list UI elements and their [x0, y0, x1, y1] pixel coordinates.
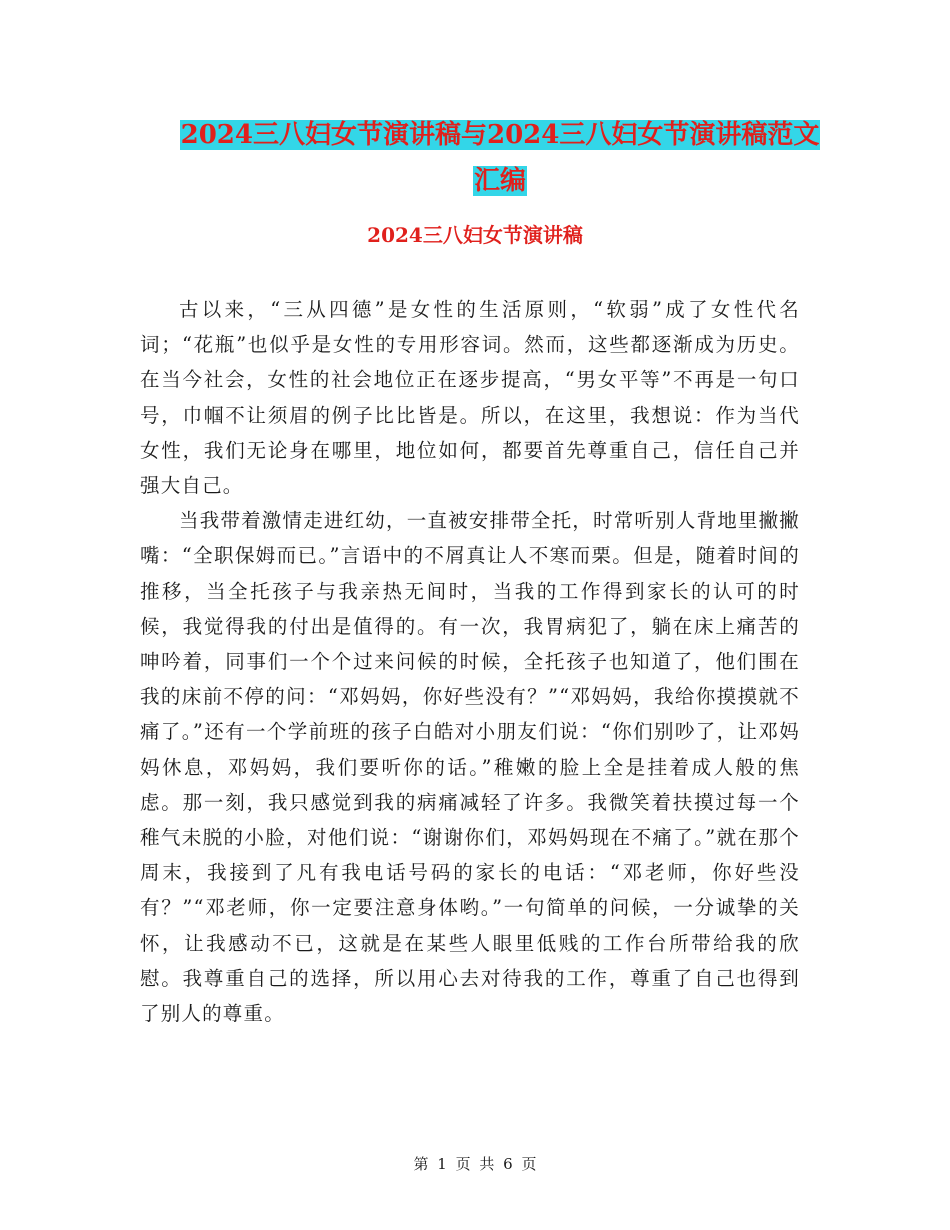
page-footer: 第 1 页 共 6 页 — [413, 1155, 537, 1173]
document-body — [140, 292, 800, 1031]
paragraph-1: 古以来，“三从四德”是女性的生活原则，“软弱”成了女性代名词；“花瓶”也似乎是女性的专用形容词。然而，这些都逐渐成为历史。在当今社会，女性的社会地位正在逐步提高，“男女平等”不再是一句口号，巾帼不让须眉的例子比比皆是。所以，在这里，我想说：作为当代女性，我们无论身在哪里，地位如何，都要首先尊重自己，信任自己并强大自己。 — [140, 298, 800, 498]
document-title — [140, 112, 860, 204]
document-title-line-1: 2024三八妇女节演讲稿与2024三八妇女节演讲稿范文 — [180, 120, 820, 150]
document-title-line-2: 汇编 — [473, 166, 526, 196]
paragraph-2: 当我带着激情走进红幼，一直被安排带全托，时常听别人背地里撇撇嘴：“全职保姆而已。”言语中的不屑真让人不寒而栗。但是，随着时间的推移，当全托孩子与我亲热无间时，当我的工作得到家长的认可的时候，我觉得我的付出是值得的。有一次，我胃病犯了，躺在床上痛苦的呻吟着，同事们一个个过来问候的时候，全托孩子也知道了，他们围在我的床前不停的问：“邓妈妈，你好些没有？”“邓妈妈，我给你摸摸就不痛了。”还有一个学前班的孩子白皓对小朋友们说：“你们别吵了，让邓妈妈休息，邓妈妈，我们要听你的话。”稚嫩的脸上全是挂着成人般的焦虑。那一刻，我只感觉到我的病痛减轻了许多。我微笑着扶摸过每一个稚气未脱的小脸，对他们说：“谢谢你们，邓妈妈现在不痛了。”就在那个周末，我接到了凡有我电话号码的家长的电话：“邓老师，你好些没有？”“邓老师，你一定要注意身体哟。”一句简单的问候，一分诚挚的关怀，让我感动不已，这就是在某些人眼里低贱的工作台所带给我的欣慰。我尊重自己的选择，所以用心去对待我的工作，尊重了自己也得到了别人的尊重。 — [140, 509, 801, 1026]
section-title: 2024三八妇女节演讲稿 — [367, 223, 583, 247]
